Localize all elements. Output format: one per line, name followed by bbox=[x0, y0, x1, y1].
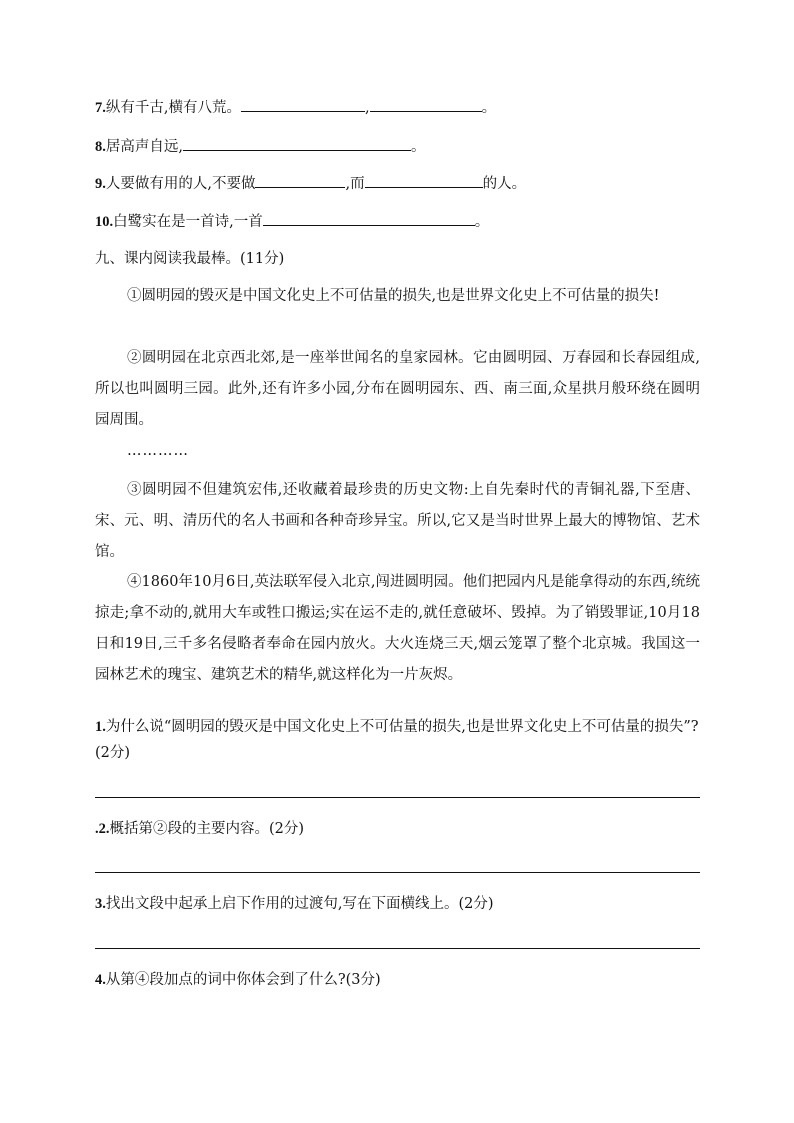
question-2 bbox=[95, 816, 700, 842]
passage-paragraph-4: ④1860年10月6日,英法联军侵入北京,闯进圆明园。他们把园内凡是能拿得动的东西,统统掠走;拿不动的,就用大车或牲口搬运;实在运不走的,就任意破坏、毁掉。为了销毁罪证,10月18日和19日,三千多名侵略者奉命在园内放火。大火连烧三天,烟云笼罩了整个北京城。我国这一园林艺术的瑰宝、建筑艺术的精华,就这样化为一片灰烬。 bbox=[95, 574, 700, 683]
question-number: 3. bbox=[95, 896, 106, 912]
passage-paragraph-2: ②圆明园在北京西北郊,是一座举世闻名的皇家园林。它由圆明园、万春园和长春园组成,所以也叫圆明三园。此外,还有许多小园,分布在圆明园东、西、南三面,众星拱月般环绕在圆明园周围。 bbox=[95, 350, 700, 428]
item-text: , bbox=[364, 100, 370, 116]
question-4 bbox=[95, 967, 700, 993]
item-text: 白鹭实在是一首诗,一首 bbox=[113, 214, 263, 230]
answer-line[interactable] bbox=[95, 872, 700, 873]
ellipsis: ………… bbox=[127, 443, 189, 459]
answer-line[interactable] bbox=[95, 797, 700, 798]
question-3 bbox=[95, 891, 700, 917]
item-text: ,而 bbox=[345, 176, 365, 192]
item-number: 7. bbox=[95, 100, 106, 116]
passage-paragraph-3: ③圆明园不但建筑宏伟,还收藏着最珍贵的历史文物:上自先秦时代的青铜礼器,下至唐、宋、元、明、清历代的名人书画和各种奇珍异宝。所以,它又是当时世界上最大的博物馆、艺术馆。 bbox=[95, 482, 700, 560]
item-text: 纵有千古,横有八荒。 bbox=[105, 100, 241, 116]
question-text: 概括第②段的主要内容。(2分) bbox=[109, 821, 305, 837]
item-text: 人要做有用的人,不要做 bbox=[105, 176, 256, 192]
question-1 bbox=[95, 714, 700, 766]
item-text: 的人。 bbox=[482, 176, 527, 192]
answer-blank[interactable] bbox=[263, 211, 475, 226]
question-number: 1. bbox=[95, 719, 106, 735]
item-text: 居高声自远, bbox=[105, 139, 183, 155]
answer-blank[interactable] bbox=[241, 97, 365, 112]
item-text: 。 bbox=[410, 139, 426, 155]
fill-item-8 bbox=[95, 136, 425, 157]
question-text: 找出文段中起承上启下作用的过渡句,写在下面横线上。(2分) bbox=[105, 896, 494, 912]
item-number: 10. bbox=[95, 214, 114, 230]
fill-item-9 bbox=[95, 173, 526, 194]
answer-blank[interactable] bbox=[370, 97, 482, 112]
item-number: 9. bbox=[95, 176, 106, 192]
answer-line[interactable] bbox=[95, 948, 700, 949]
fill-item-7 bbox=[95, 97, 496, 118]
passage-paragraph-1: ①圆明园的毁灭是中国文化史上不可估量的损失,也是世界文化史上不可估量的损失! bbox=[127, 288, 660, 304]
section-title: 九、课内阅读我最棒。(11分) bbox=[95, 251, 285, 267]
question-text: 从第④段加点的词中你体会到了什么?(3分) bbox=[105, 972, 381, 988]
item-number: 8. bbox=[95, 139, 106, 155]
item-text: 。 bbox=[481, 100, 497, 116]
answer-blank[interactable] bbox=[365, 173, 483, 188]
answer-blank[interactable] bbox=[183, 136, 411, 151]
fill-item-10 bbox=[95, 211, 489, 232]
question-number: 4. bbox=[95, 972, 106, 988]
question-number: .2. bbox=[95, 821, 110, 837]
answer-blank[interactable] bbox=[255, 173, 345, 188]
question-text: 为什么说“圆明园的毁灭是中国文化史上不可估量的损失,也是世界文化史上不可估量的损失”?(2分) bbox=[95, 719, 699, 761]
item-text: 。 bbox=[474, 214, 490, 230]
